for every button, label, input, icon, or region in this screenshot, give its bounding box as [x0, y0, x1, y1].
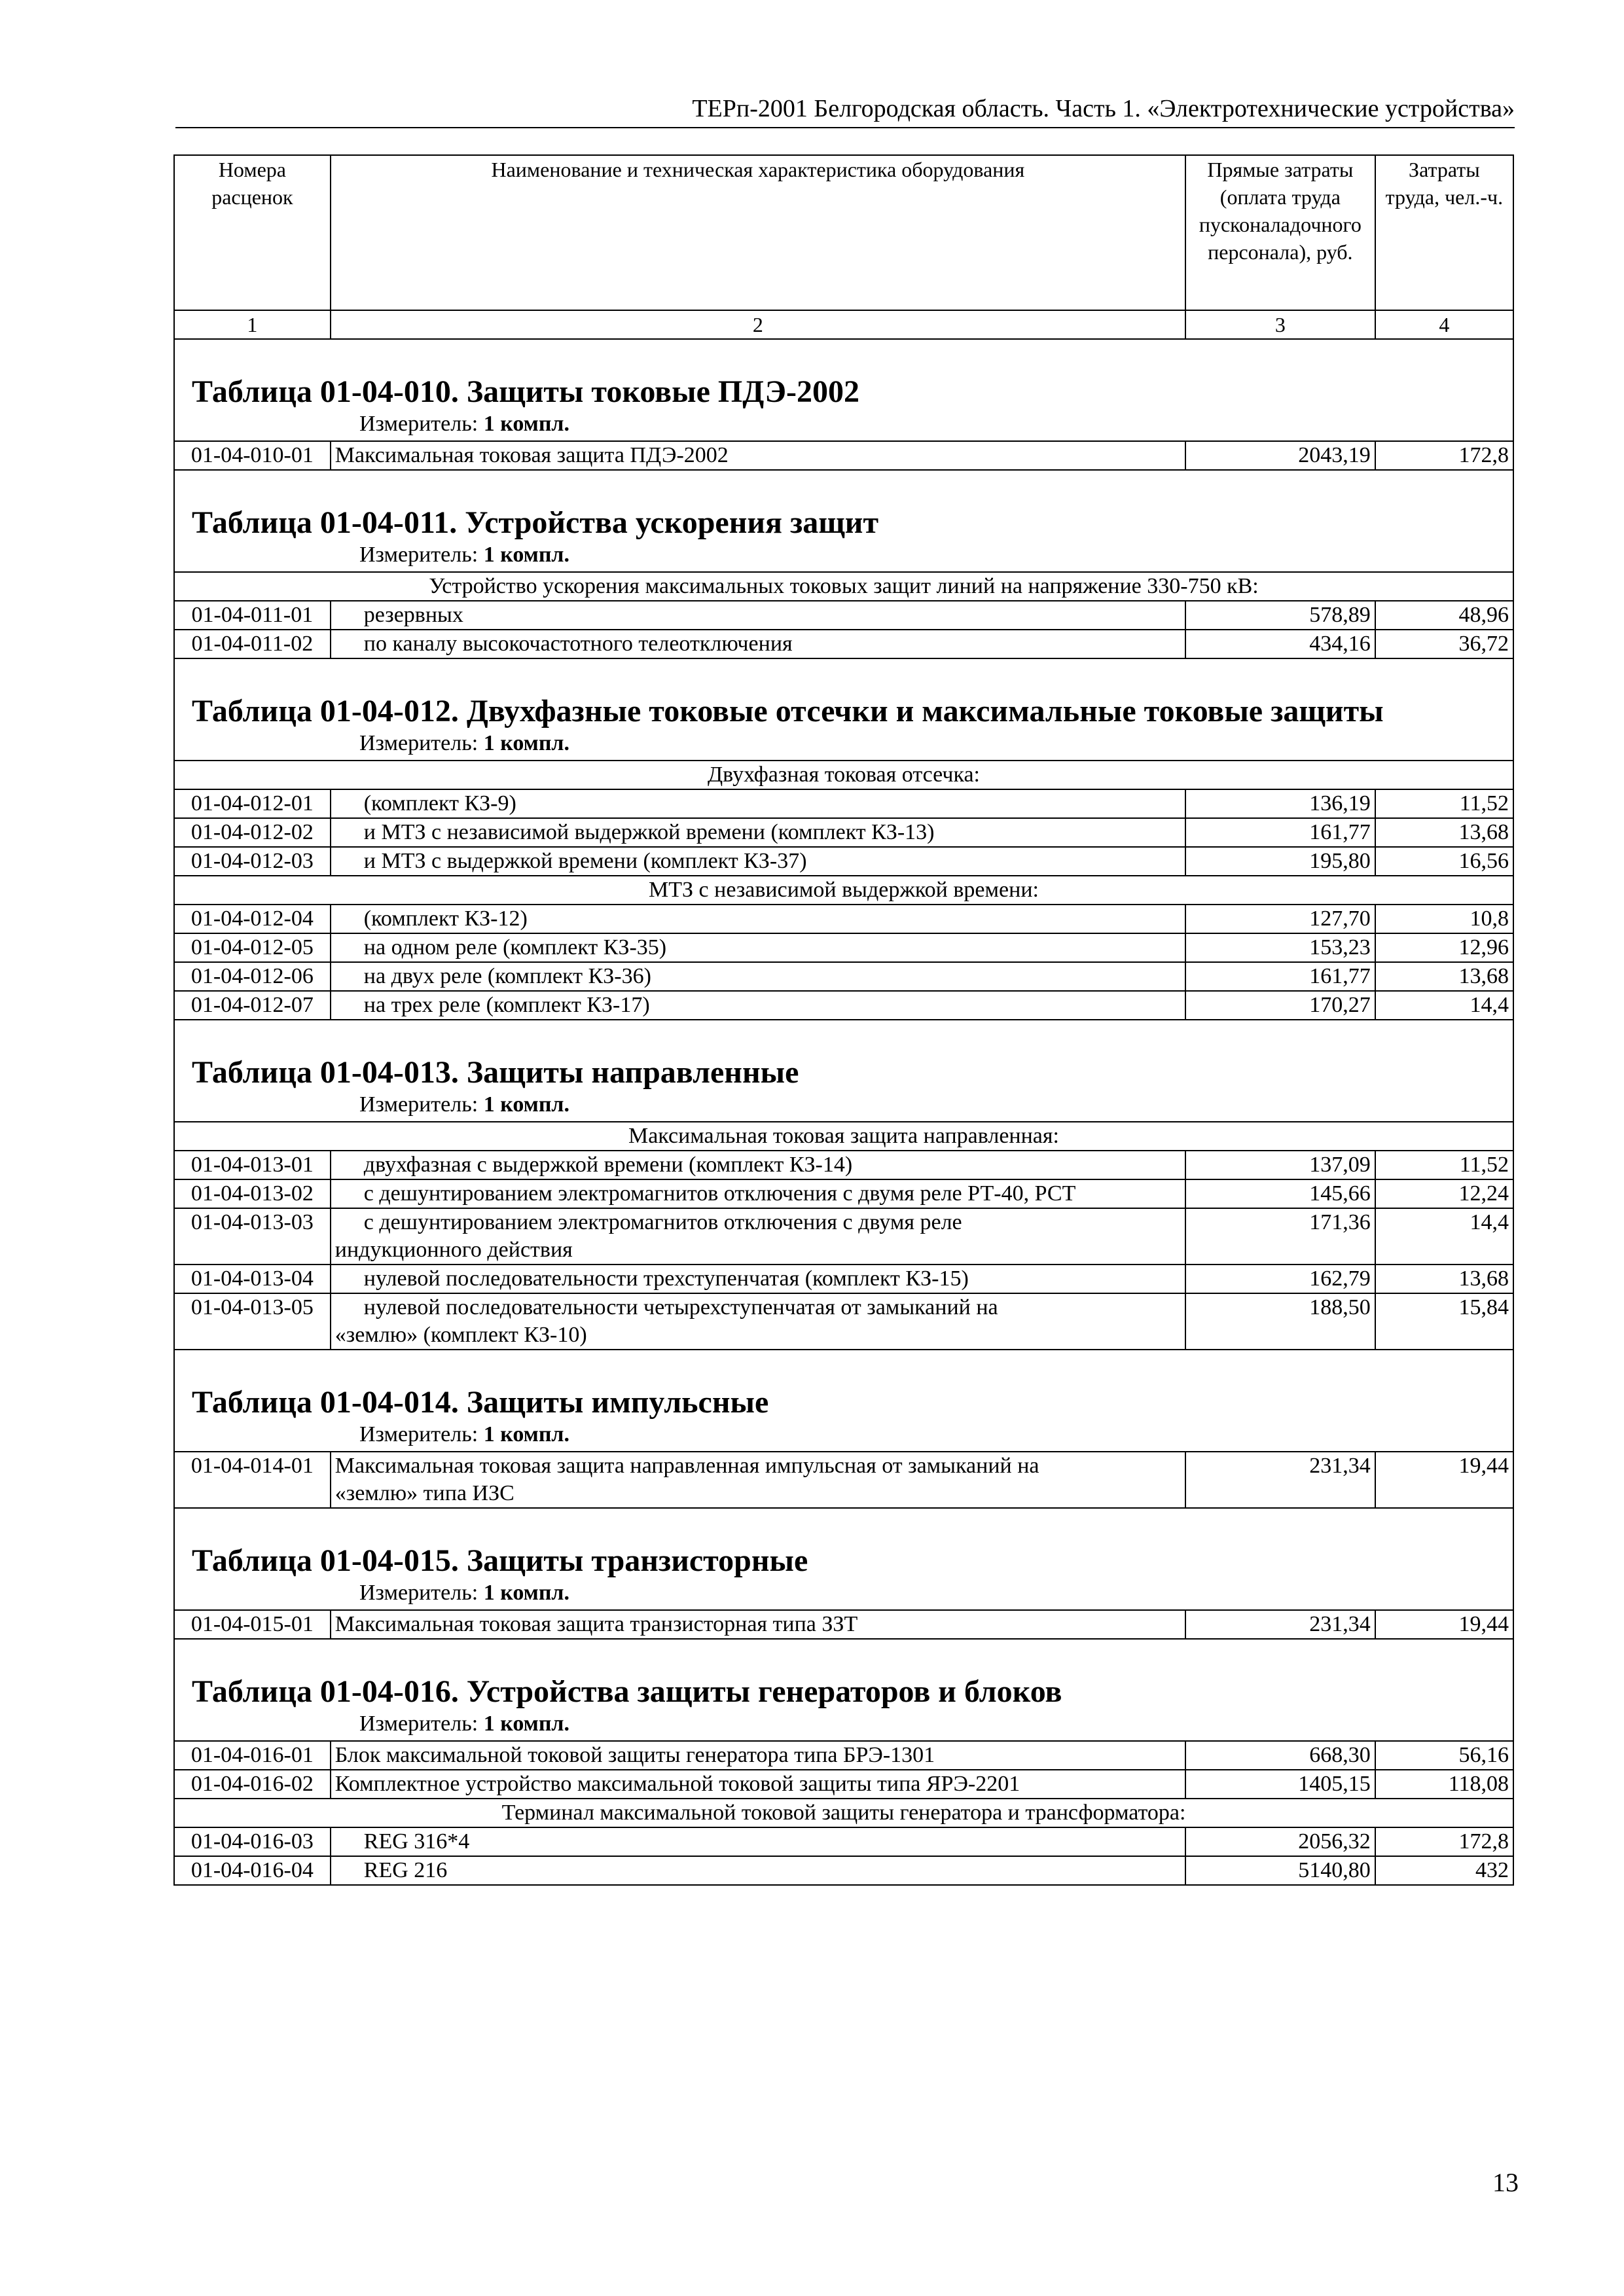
- labor-cost: 13,68: [1375, 962, 1513, 991]
- measure-unit: 1 компл.: [483, 1422, 570, 1446]
- column-header-cost: Прямые затраты (оплата труда пусконаладочного персонала), руб.: [1185, 155, 1375, 310]
- equipment-name-cell: [331, 1151, 1185, 1179]
- equipment-name: и МТЗ с выдержкой времени (комплект КЗ-37): [363, 849, 807, 873]
- price-table-container: [173, 154, 1514, 1886]
- measure-unit: 1 компл.: [483, 1712, 570, 1736]
- table-row: [174, 818, 1513, 847]
- equipment-name-cell: [331, 1179, 1185, 1208]
- measure-line: [175, 1710, 1513, 1740]
- section-heading-row: [174, 339, 1513, 441]
- equipment-name: Блок максимальной токовой защиты генератора типа БРЭ-1301: [334, 1743, 935, 1767]
- labor-cost: 12,24: [1375, 1179, 1513, 1208]
- equipment-name-cell: [331, 1293, 1185, 1350]
- equipment-name: нулевой последовательности четырехступенчатая от замыканий на: [363, 1295, 998, 1319]
- measure-label: Измеритель:: [359, 1422, 478, 1446]
- subgroup-row: [174, 761, 1513, 789]
- rate-code: 01-04-010-01: [174, 441, 331, 470]
- subgroup-label: МТЗ с независимой выдержкой времени:: [174, 876, 1513, 905]
- table-row: [174, 962, 1513, 991]
- table-row: [174, 1856, 1513, 1885]
- section-heading: [174, 1350, 1513, 1452]
- measure-unit: 1 компл.: [483, 1581, 570, 1605]
- measure-label: Измеритель:: [359, 543, 478, 567]
- equipment-name-cell: [331, 1265, 1185, 1293]
- subgroup-row: [174, 1799, 1513, 1827]
- measure-line: [175, 730, 1513, 760]
- equipment-name: на двух реле (комплект КЗ-36): [363, 964, 651, 988]
- measure-line: [175, 410, 1513, 440]
- subgroup-label: Двухфазная токовая отсечка:: [174, 761, 1513, 789]
- column-header-labor: Затраты труда, чел.-ч.: [1375, 155, 1513, 310]
- section-title: Таблица 01-04-012. Двухфазные токовые отсечки и максимальные токовые защиты: [192, 694, 1384, 728]
- rate-code: 01-04-012-03: [174, 847, 331, 876]
- equipment-name: Комплектное устройство максимальной токовой защиты типа ЯРЭ-2201: [334, 1772, 1020, 1796]
- equipment-name: Максимальная токовая защита ПДЭ-2002: [334, 443, 729, 467]
- equipment-name-cell: [331, 962, 1185, 991]
- direct-cost: 2043,19: [1185, 441, 1375, 470]
- direct-cost: 434,16: [1185, 630, 1375, 658]
- column-header-code: Номера расценок: [174, 155, 331, 310]
- table-row: [174, 1827, 1513, 1856]
- column-number: 2: [331, 310, 1185, 339]
- section-heading-row: [174, 1508, 1513, 1610]
- equipment-name: (комплект КЗ-12): [363, 906, 528, 931]
- equipment-name: на трех реле (комплект КЗ-17): [363, 993, 650, 1017]
- rate-code: 01-04-012-05: [174, 933, 331, 962]
- equipment-name-cell: [331, 1741, 1185, 1770]
- column-number: 4: [1375, 310, 1513, 339]
- rate-code: 01-04-012-01: [174, 789, 331, 818]
- measure-unit: 1 компл.: [483, 1092, 570, 1117]
- table-row: [174, 630, 1513, 658]
- direct-cost: 5140,80: [1185, 1856, 1375, 1885]
- direct-cost: 170,27: [1185, 991, 1375, 1020]
- direct-cost: 161,77: [1185, 818, 1375, 847]
- table-row: [174, 1452, 1513, 1508]
- equipment-name: Максимальная токовая защита направленная импульсная от замыканий на: [334, 1454, 1039, 1478]
- table-row: [174, 991, 1513, 1020]
- section-heading: [174, 470, 1513, 572]
- labor-cost: 11,52: [1375, 1151, 1513, 1179]
- equipment-name: по каналу высокочастотного телеотключения: [363, 632, 793, 656]
- rate-code: 01-04-016-02: [174, 1770, 331, 1799]
- measure-unit: 1 компл.: [483, 543, 570, 567]
- equipment-name-cell: [331, 1856, 1185, 1885]
- labor-cost: 16,56: [1375, 847, 1513, 876]
- rate-code: 01-04-011-02: [174, 630, 331, 658]
- direct-cost: 127,70: [1185, 905, 1375, 933]
- rate-code: 01-04-011-01: [174, 601, 331, 630]
- equipment-name-cell: [331, 818, 1185, 847]
- rate-code: 01-04-016-04: [174, 1856, 331, 1885]
- section-title: Таблица 01-04-015. Защиты транзисторные: [192, 1543, 808, 1578]
- direct-cost: 153,23: [1185, 933, 1375, 962]
- labor-cost: 432: [1375, 1856, 1513, 1885]
- table-row: [174, 789, 1513, 818]
- direct-cost: 137,09: [1185, 1151, 1375, 1179]
- section-heading-row: [174, 658, 1513, 761]
- labor-cost: 14,4: [1375, 1208, 1513, 1265]
- equipment-name-cell: [331, 1770, 1185, 1799]
- labor-cost: 13,68: [1375, 1265, 1513, 1293]
- direct-cost: 668,30: [1185, 1741, 1375, 1770]
- equipment-name-cell: [331, 1827, 1185, 1856]
- direct-cost: 162,79: [1185, 1265, 1375, 1293]
- equipment-name: с дешунтированием электромагнитов отключения с двумя реле РТ-40, РСТ: [363, 1181, 1076, 1206]
- rate-code: 01-04-015-01: [174, 1610, 331, 1639]
- rate-code: 01-04-012-02: [174, 818, 331, 847]
- table-row: [174, 601, 1513, 630]
- rate-code: 01-04-012-06: [174, 962, 331, 991]
- table-row: [174, 1293, 1513, 1350]
- measure-label: Измеритель:: [359, 1581, 478, 1605]
- running-header: ТЕРп-2001 Белгородская область. Часть 1. «Электротехнические устройства»: [692, 95, 1515, 122]
- equipment-name-cell: [331, 905, 1185, 933]
- equipment-name-continued: «землю» типа ИЗС: [334, 1481, 514, 1505]
- table-row: [174, 1208, 1513, 1265]
- rate-code: 01-04-016-03: [174, 1827, 331, 1856]
- direct-cost: 2056,32: [1185, 1827, 1375, 1856]
- table-row: [174, 1741, 1513, 1770]
- header-rule: [175, 127, 1515, 128]
- measure-line: [175, 1091, 1513, 1121]
- labor-cost: 172,8: [1375, 441, 1513, 470]
- direct-cost: 188,50: [1185, 1293, 1375, 1350]
- equipment-name-cell: [331, 789, 1185, 818]
- table-row: [174, 1151, 1513, 1179]
- measure-line: [175, 1421, 1513, 1451]
- table-row: [174, 933, 1513, 962]
- rate-code: 01-04-013-05: [174, 1293, 331, 1350]
- equipment-name: с дешунтированием электромагнитов отключения с двумя реле: [363, 1210, 962, 1234]
- labor-cost: 56,16: [1375, 1741, 1513, 1770]
- rate-code: 01-04-013-02: [174, 1179, 331, 1208]
- measure-unit: 1 компл.: [483, 731, 570, 755]
- subgroup-label: Максимальная токовая защита направленная:: [174, 1122, 1513, 1151]
- equipment-name: (комплект КЗ-9): [363, 791, 516, 816]
- rate-code: 01-04-013-04: [174, 1265, 331, 1293]
- labor-cost: 11,52: [1375, 789, 1513, 818]
- labor-cost: 36,72: [1375, 630, 1513, 658]
- section-heading-row: [174, 470, 1513, 572]
- equipment-name-cell: [331, 991, 1185, 1020]
- column-number-row: [174, 310, 1513, 339]
- subgroup-row: [174, 572, 1513, 601]
- measure-label: Измеритель:: [359, 1092, 478, 1117]
- labor-cost: 12,96: [1375, 933, 1513, 962]
- equipment-name: двухфазная с выдержкой времени (комплект КЗ-14): [363, 1153, 853, 1177]
- section-title: Таблица 01-04-011. Устройства ускорения защит: [192, 505, 879, 540]
- table-row: [174, 1179, 1513, 1208]
- section-heading: [174, 1639, 1513, 1741]
- equipment-name: нулевой последовательности трехступенчатая (комплект КЗ-15): [363, 1266, 969, 1291]
- labor-cost: 172,8: [1375, 1827, 1513, 1856]
- equipment-name: Максимальная токовая защита транзисторная типа ЗЗТ: [334, 1612, 858, 1636]
- labor-cost: 14,4: [1375, 991, 1513, 1020]
- equipment-name-continued: «землю» (комплект КЗ-10): [334, 1323, 587, 1347]
- column-number: 3: [1185, 310, 1375, 339]
- direct-cost: 195,80: [1185, 847, 1375, 876]
- page-number: 13: [1492, 2168, 1519, 2197]
- subgroup-label: Устройство ускорения максимальных токовых защит линий на напряжение 330-750 кВ:: [174, 572, 1513, 601]
- direct-cost: 231,34: [1185, 1452, 1375, 1508]
- table-body: [174, 339, 1513, 1885]
- table-header-row: [174, 155, 1513, 310]
- direct-cost: 231,34: [1185, 1610, 1375, 1639]
- section-heading: [174, 1020, 1513, 1122]
- equipment-name-cell: [331, 630, 1185, 658]
- section-heading-row: [174, 1639, 1513, 1741]
- labor-cost: 19,44: [1375, 1610, 1513, 1639]
- equipment-name-cell: [331, 441, 1185, 470]
- section-heading-row: [174, 1350, 1513, 1452]
- direct-cost: 161,77: [1185, 962, 1375, 991]
- labor-cost: 48,96: [1375, 601, 1513, 630]
- subgroup-row: [174, 876, 1513, 905]
- equipment-name: REG 316*4: [363, 1829, 470, 1854]
- measure-label: Измеритель:: [359, 731, 478, 755]
- direct-cost: 578,89: [1185, 601, 1375, 630]
- section-title: Таблица 01-04-014. Защиты импульсные: [192, 1385, 769, 1420]
- direct-cost: 171,36: [1185, 1208, 1375, 1265]
- direct-cost: 145,66: [1185, 1179, 1375, 1208]
- measure-label: Измеритель:: [359, 1712, 478, 1736]
- equipment-name-continued: индукционного действия: [334, 1238, 573, 1262]
- table-row: [174, 441, 1513, 470]
- labor-cost: 19,44: [1375, 1452, 1513, 1508]
- measure-line: [175, 541, 1513, 571]
- column-number: 1: [174, 310, 331, 339]
- direct-cost: 136,19: [1185, 789, 1375, 818]
- rate-code: 01-04-012-04: [174, 905, 331, 933]
- section-heading: [174, 1508, 1513, 1610]
- table-row: [174, 905, 1513, 933]
- labor-cost: 13,68: [1375, 818, 1513, 847]
- table-row: [174, 847, 1513, 876]
- labor-cost: 118,08: [1375, 1770, 1513, 1799]
- equipment-name-cell: [331, 1452, 1185, 1508]
- table-row: [174, 1265, 1513, 1293]
- equipment-name-cell: [331, 601, 1185, 630]
- rate-code: 01-04-013-01: [174, 1151, 331, 1179]
- section-heading: [174, 339, 1513, 441]
- table-row: [174, 1770, 1513, 1799]
- table-row: [174, 1610, 1513, 1639]
- subgroup-row: [174, 1122, 1513, 1151]
- equipment-name-cell: [331, 1208, 1185, 1265]
- subgroup-label: Терминал максимальной токовой защиты генератора и трансформатора:: [174, 1799, 1513, 1827]
- section-title: Таблица 01-04-016. Устройства защиты генераторов и блоков: [192, 1674, 1062, 1709]
- rate-code: 01-04-012-07: [174, 991, 331, 1020]
- section-heading-row: [174, 1020, 1513, 1122]
- measure-line: [175, 1579, 1513, 1609]
- section-title: Таблица 01-04-013. Защиты направленные: [192, 1055, 799, 1090]
- direct-cost: 1405,15: [1185, 1770, 1375, 1799]
- column-header-name: Наименование и техническая характеристика оборудования: [331, 155, 1185, 310]
- labor-cost: 15,84: [1375, 1293, 1513, 1350]
- section-heading: [174, 658, 1513, 761]
- measure-unit: 1 компл.: [483, 412, 570, 436]
- rate-code: 01-04-013-03: [174, 1208, 331, 1265]
- equipment-name: REG 216: [363, 1858, 448, 1882]
- equipment-name: резервных: [363, 603, 463, 627]
- rate-code: 01-04-016-01: [174, 1741, 331, 1770]
- rate-code: 01-04-014-01: [174, 1452, 331, 1508]
- equipment-name-cell: [331, 933, 1185, 962]
- equipment-name-cell: [331, 1610, 1185, 1639]
- equipment-name: на одном реле (комплект КЗ-35): [363, 935, 667, 960]
- equipment-name: и МТЗ с независимой выдержкой времени (комплект КЗ-13): [363, 820, 935, 844]
- section-title: Таблица 01-04-010. Защиты токовые ПДЭ-2002: [192, 374, 859, 409]
- measure-label: Измеритель:: [359, 412, 478, 436]
- equipment-name-cell: [331, 847, 1185, 876]
- price-table: [173, 154, 1514, 1886]
- labor-cost: 10,8: [1375, 905, 1513, 933]
